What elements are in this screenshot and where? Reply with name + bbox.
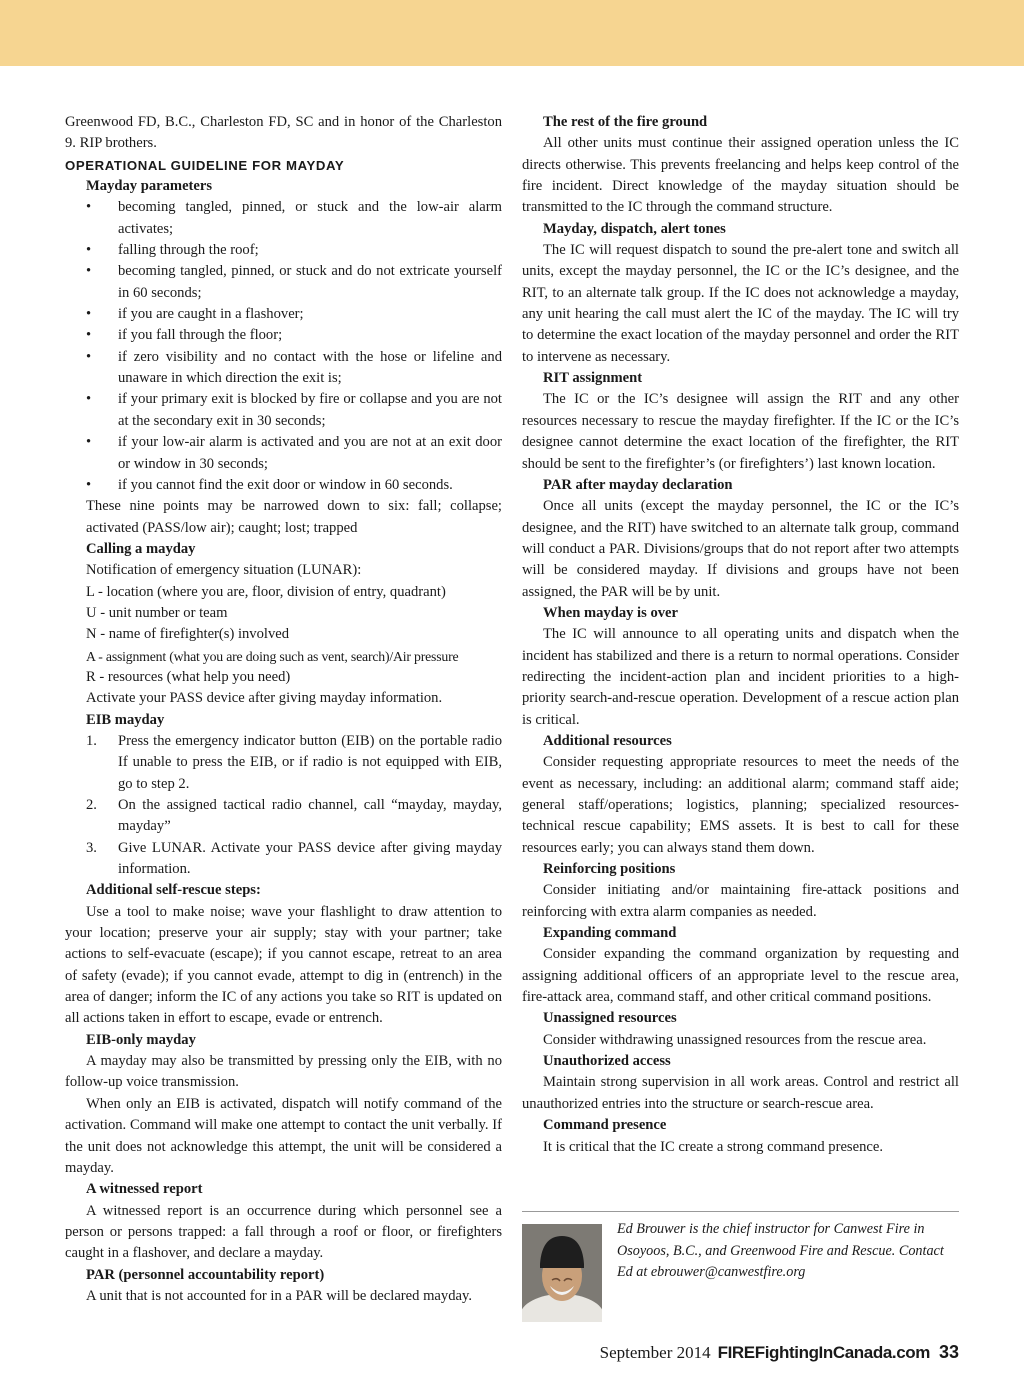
list-item-text: if you cannot find the exit door or window in 60 seconds. — [118, 476, 453, 493]
list-item — [86, 475, 502, 496]
list-item — [86, 838, 502, 881]
bio-divider — [522, 1211, 959, 1212]
section-heading: Mayday, dispatch, alert tones — [543, 220, 726, 237]
bullet-icon: • — [86, 263, 92, 280]
right-column — [522, 112, 959, 1158]
section-heading: Additional resources — [543, 732, 672, 749]
list-item — [86, 240, 502, 261]
section-text: Consider expanding the command organization by requesting and assigning additional officers of an appropriate level to the rescue area, fire-attack area, command staff, and other critical command positions. — [522, 946, 959, 1006]
page-footer — [600, 1342, 959, 1368]
section-text: Maintain strong supervision in all work areas. Control and restrict all unauthorized entries into the structure or search-rescue area. — [522, 1074, 959, 1112]
section-heading: Command presence — [543, 1117, 667, 1134]
witnessed-heading: A witnessed report — [86, 1181, 203, 1198]
activate-pass-text: Activate your PASS device after giving mayday information. — [86, 690, 443, 707]
page-number: 33 — [938, 1342, 959, 1362]
step-number: 2. — [86, 797, 97, 813]
section-heading: Expanding command — [543, 925, 677, 942]
list-item-text: becoming tangled, pinned, or stuck and do not extricate yourself in 60 seconds; — [118, 263, 502, 301]
author-photo — [522, 1224, 602, 1322]
par-heading: PAR (personnel accountability report) — [86, 1266, 325, 1283]
bullet-icon: • — [86, 242, 92, 259]
lunar-intro: Notification of emergency situation (LUNAR): — [86, 562, 362, 579]
bullet-icon: • — [86, 348, 92, 365]
list-item — [86, 731, 502, 795]
step-number: 1. — [86, 732, 97, 749]
params-heading: Mayday parameters — [86, 178, 213, 195]
bullet-icon: • — [86, 306, 92, 323]
eib-heading: EIB mayday — [86, 711, 165, 728]
list-item-text: if you fall through the floor; — [118, 327, 283, 344]
step-text: On the assigned tactical radio channel, call “mayday, mayday, mayday” — [118, 797, 502, 835]
nine-points-text: These nine points may be narrowed down to six: fall; collapse; activated (PASS/low air); caught; lost; trapped — [86, 498, 502, 536]
self-rescue-text: Use a tool to make noise; wave your flashlight to draw attention to your location; preserve your air supply; stay with your partner; take actions to self-evacuate (escape); if you cannot escape, retreat to an area of safety (evade); if you cannot evade, attempt to dig in (entrench) in the area of danger; inform the IC of any actions you take so RIT is updated on all actions taken in effort to escape, evade or entrench. — [65, 903, 502, 1027]
self-rescue-heading: Additional self-rescue steps: — [86, 882, 261, 899]
bullet-icon: • — [86, 327, 92, 344]
section-heading: Unassigned resources — [543, 1010, 677, 1027]
section-heading: The rest of the fire ground — [543, 114, 708, 130]
section-text: Consider requesting appropriate resources to meet the needs of the event as necessary, including: an additional alarm; command staff aide; general staff/operations; logistics, planning; specialized resources-technical rescue capability; EMS assets. It is best to call for these resources early; you can always stand them down. — [522, 754, 959, 856]
eib-only-heading: EIB-only mayday — [86, 1031, 196, 1048]
section-heading: Unauthorized access — [543, 1053, 671, 1070]
list-item — [86, 432, 502, 475]
section-text: It is critical that the IC create a strong command presence. — [543, 1138, 883, 1155]
step-text: Press the emergency indicator button (EIB) on the portable radio If unable to press the EIB, or if radio is not equipped with EIB, go to step 2. — [118, 732, 502, 792]
section-heading: Reinforcing positions — [543, 861, 676, 878]
list-item-text: falling through the roof; — [118, 242, 259, 259]
list-item-text: if zero visibility and no contact with the hose or lifeline and unaware in which direction the exit is; — [118, 348, 502, 387]
lunar-line: L - location (where you are, floor, division of entry, quadrant) — [86, 583, 446, 600]
step-number: 3. — [86, 839, 97, 856]
eib-steps — [65, 731, 502, 880]
list-item — [86, 261, 502, 304]
list-item — [86, 325, 502, 346]
left-column — [65, 112, 502, 1307]
list-item-text: if your low-air alarm is activated and you are not at an exit door or window in 30 seconds; — [118, 434, 502, 472]
list-item-text: becoming tangled, pinned, or stuck and the low-air alarm activates; — [118, 199, 502, 237]
bullet-icon: • — [86, 434, 92, 451]
intro-text: Greenwood FD, B.C., Charleston FD, SC and in honor of the Charleston 9. RIP brothers. — [65, 114, 502, 152]
eib-only-para-2: When only an EIB is activated, dispatch will notify command of the activation. Command will make one attempt to contact the unit verbally. If the unit does not acknowledge this attempt, the unit will be considered a mayday. — [65, 1095, 502, 1176]
lunar-line: R - resources (what help you need) — [86, 668, 291, 685]
issue-date: September 2014 — [599, 1343, 711, 1362]
list-item-text: if your primary exit is blocked by fire or collapse and you are not at the secondary exit in 30 seconds; — [118, 391, 502, 429]
bullet-icon: • — [86, 391, 92, 408]
section-text: The IC will request dispatch to sound the pre-alert tone and switch all units, except the mayday personnel, the IC or the IC’s designee, and the RIT, to an alternate talk group. If the IC does not acknowledge a mayday, any unit hearing the call must alert the IC of the mayday. The IC will try to determine the exact location of the mayday personnel and order the RIT to intervene as necessary. — [522, 242, 959, 365]
list-item — [86, 197, 502, 240]
list-item — [86, 795, 502, 838]
section-text: The IC will announce to all operating units and dispatch when the incident has stabilized and there is a return to normal operations. Consider redirecting the incident-action plan and incident priorities to a high-priority search-and-rescue operation. Development of a rescue action plan is critical. — [522, 626, 959, 728]
params-list — [65, 197, 502, 496]
list-item — [86, 347, 502, 390]
author-portrait-icon — [522, 1224, 602, 1322]
top-color-band — [0, 0, 1024, 66]
bullet-icon: • — [86, 476, 92, 493]
magazine-site: FIREFightingInCanada.com — [717, 1343, 930, 1362]
list-item — [86, 304, 502, 325]
par-text: A unit that is not accounted for in a PAR will be declared mayday. — [86, 1287, 472, 1304]
author-bio: Ed Brouwer is the chief instructor for Canwest Fire in Osoyoos, B.C., and Greenwood Fire and Rescue. Contact Ed at ebrouwer@canwestfire.org — [617, 1221, 944, 1280]
section-text: The IC or the IC’s designee will assign the RIT and any other resources necessary to rescue the mayday firefighter. If the IC or the IC’s designee cannot determine the exact location of the firefighter, the RIT should be sent to the firefighter’s (or firefighters’) last known location. — [522, 391, 959, 472]
eib-only-para-1: A mayday may also be transmitted by pressing only the EIB, with no follow-up voice transmission. — [65, 1053, 502, 1091]
bullet-icon: • — [86, 199, 92, 216]
witnessed-text: A witnessed report is an occurrence during which personnel see a person or persons trapped: a fall through a roof or floor, or firefighters caught in a flashover, and declare a mayday. — [65, 1202, 502, 1262]
lunar-line: A - assignment (what you are doing such as vent, search)/Air pressure — [86, 648, 459, 664]
lunar-line: N - name of firefighter(s) involved — [86, 626, 290, 643]
section-text: Consider initiating and/or maintaining fire-attack positions and reinforcing with extra alarm companies as needed. — [522, 882, 959, 920]
list-item-text: if you are caught in a flashover; — [118, 306, 304, 323]
guideline-heading: OPERATIONAL GUIDELINE FOR MAYDAY — [65, 157, 345, 173]
lunar-line: U - unit number or team — [86, 604, 228, 621]
calling-heading: Calling a mayday — [86, 540, 196, 557]
list-item — [86, 389, 502, 432]
section-heading: When mayday is over — [543, 604, 678, 621]
section-text: Once all units (except the mayday personnel, the IC or the IC’s designee, and the RIT) have switched to an alternate talk group, command will conduct a PAR. Divisions/groups that do not report after two attempts will be considered mayday. If divisions and groups have not been assigned, the PAR will be by unit. — [522, 498, 959, 600]
section-text: Consider withdrawing unassigned resources from the rescue area. — [543, 1031, 927, 1048]
section-heading: RIT assignment — [543, 370, 643, 387]
section-heading: PAR after mayday declaration — [543, 476, 733, 493]
step-text: Give LUNAR. Activate your PASS device after giving mayday information. — [118, 839, 502, 878]
section-text: All other units must continue their assigned operation unless the IC directs otherwise. This prevents freelancing and helps keep control of the fire incident. Direct knowledge of the mayday situation should be transmitted to the IC through the command structure. — [522, 135, 959, 216]
